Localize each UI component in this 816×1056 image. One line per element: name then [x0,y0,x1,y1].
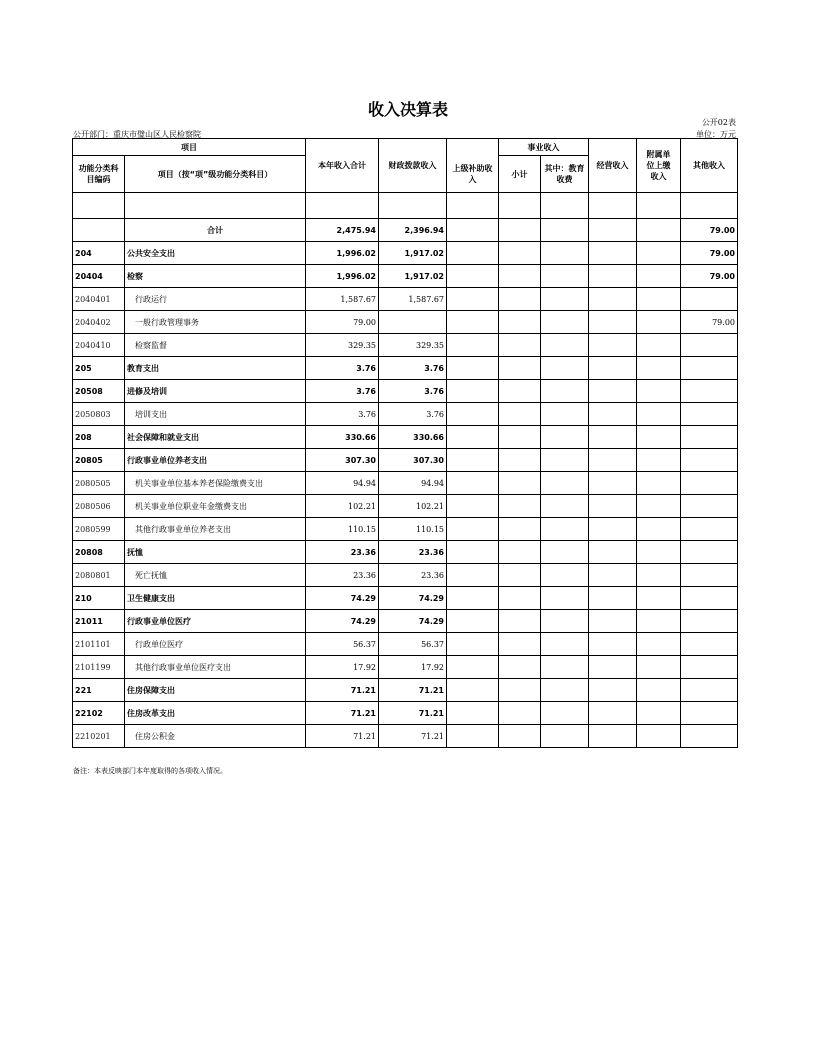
affiliated-cell [637,587,681,610]
total-cell: 17.92 [306,656,379,679]
code-cell: 205 [73,357,125,380]
operating-cell [589,541,637,564]
name-cell: 抚恤 [125,541,306,564]
name-cell: 其他行政事业单位医疗支出 [125,656,306,679]
total-cell: 329.35 [306,334,379,357]
code-cell: 221 [73,679,125,702]
affiliated-cell [637,311,681,334]
total-cell: 3.76 [306,380,379,403]
table-row [73,449,738,472]
fiscal-cell: 1,917.02 [379,265,447,288]
header-fiscal: 财政拨款收入 [379,139,447,193]
code-cell: 20808 [73,541,125,564]
operating-cell [589,242,637,265]
operating-cell [589,518,637,541]
fiscal-cell: 17.92 [379,656,447,679]
business-edu-cell [541,702,589,725]
name-cell: 住房保障支出 [125,679,306,702]
operating-cell [589,587,637,610]
name-cell: 进修及培训 [125,380,306,403]
affiliated-cell [637,633,681,656]
superior-cell [447,518,499,541]
superior-cell [447,288,499,311]
business-subtotal-cell [499,242,541,265]
business-subtotal-cell [499,219,541,242]
superior-cell [447,610,499,633]
operating-cell [589,564,637,587]
fiscal-cell: 3.76 [379,403,447,426]
code-cell: 2040410 [73,334,125,357]
table-row [73,679,738,702]
operating-cell [589,633,637,656]
code-cell: 2101199 [73,656,125,679]
business-edu-cell [541,472,589,495]
fiscal-cell: 74.29 [379,587,447,610]
superior-cell [447,242,499,265]
business-subtotal-cell [499,472,541,495]
fiscal-cell: 74.29 [379,610,447,633]
total-cell: 74.29 [306,587,379,610]
business-edu-cell [541,380,589,403]
other-cell [681,403,738,426]
total-cell: 71.21 [306,702,379,725]
operating-cell [589,426,637,449]
affiliated-cell [637,426,681,449]
operating-cell [589,495,637,518]
total-cell: 330.66 [306,426,379,449]
total-cell: 1,996.02 [306,265,379,288]
operating-cell [589,380,637,403]
fiscal-cell: 3.76 [379,357,447,380]
other-cell [681,472,738,495]
affiliated-cell [637,518,681,541]
business-edu-cell [541,564,589,587]
business-subtotal-cell [499,380,541,403]
superior-cell [447,587,499,610]
superior-cell [447,564,499,587]
business-subtotal-cell [499,311,541,334]
business-subtotal-cell [499,426,541,449]
business-subtotal-cell [499,564,541,587]
other-cell [681,587,738,610]
business-subtotal-cell [499,403,541,426]
fiscal-cell: 56.37 [379,633,447,656]
code-cell: 2040402 [73,311,125,334]
table-row [73,725,738,748]
total-cell: 71.21 [306,725,379,748]
business-subtotal-cell [499,449,541,472]
affiliated-cell [637,472,681,495]
business-edu-cell [541,265,589,288]
code-cell: 2210201 [73,725,125,748]
business-edu-cell [541,541,589,564]
code-cell: 208 [73,426,125,449]
business-subtotal-cell [499,679,541,702]
header-business-edu: 其中：教育收费 [541,156,589,193]
other-cell [681,725,738,748]
other-cell [681,610,738,633]
affiliated-cell [637,541,681,564]
total-cell: 3.76 [306,357,379,380]
business-edu-cell [541,587,589,610]
footnote: 备注：本表反映部门本年度取得的各项收入情况。 [73,767,227,775]
business-subtotal-cell [499,288,541,311]
operating-cell [589,725,637,748]
table-row [73,380,738,403]
operating-cell [589,679,637,702]
code-cell: 210 [73,587,125,610]
fiscal-cell: 1,587.67 [379,288,447,311]
name-cell: 行政运行 [125,288,306,311]
operating-cell [589,472,637,495]
fiscal-cell [379,311,447,334]
other-cell [681,518,738,541]
business-edu-cell [541,449,589,472]
name-cell: 行政事业单位医疗 [125,610,306,633]
business-subtotal-cell [499,265,541,288]
operating-cell [589,357,637,380]
business-edu-cell [541,357,589,380]
code-cell: 22102 [73,702,125,725]
table-row [73,403,738,426]
other-cell [681,564,738,587]
affiliated-cell [637,288,681,311]
business-edu-cell [541,495,589,518]
header-other: 其他收入 [681,139,738,193]
business-edu-cell [541,334,589,357]
name-cell: 机关事业单位基本养老保险缴费支出 [125,472,306,495]
superior-cell [447,725,499,748]
table-row [73,472,738,495]
total-cell: 23.36 [306,564,379,587]
affiliated-cell [637,219,681,242]
table-row [73,633,738,656]
business-edu-cell [541,656,589,679]
fiscal-cell: 2,396.94 [379,219,447,242]
affiliated-cell [637,564,681,587]
business-edu-cell [541,518,589,541]
table-row [73,288,738,311]
name-cell: 教育支出 [125,357,306,380]
name-cell: 行政事业单位养老支出 [125,449,306,472]
operating-cell [589,219,637,242]
code-cell: 20508 [73,380,125,403]
code-cell: 2050803 [73,403,125,426]
superior-cell [447,265,499,288]
total-cell: 71.21 [306,679,379,702]
affiliated-cell [637,357,681,380]
business-edu-cell [541,725,589,748]
other-cell: 79.00 [681,265,738,288]
total-cell: 74.29 [306,610,379,633]
code-cell: 2101101 [73,633,125,656]
affiliated-cell [637,610,681,633]
name-cell: 住房公积金 [125,725,306,748]
header-business: 事业收入 [499,139,589,156]
header-affiliated: 附属单位上缴收入 [637,139,681,193]
other-cell [681,541,738,564]
operating-cell [589,265,637,288]
name-cell: 公共安全支出 [125,242,306,265]
affiliated-cell [637,403,681,426]
table-row [73,426,738,449]
name-cell: 机关事业单位职业年金缴费支出 [125,495,306,518]
name-cell: 检察监督 [125,334,306,357]
code-cell: 2040401 [73,288,125,311]
total-cell: 307.30 [306,449,379,472]
business-subtotal-cell [499,656,541,679]
business-subtotal-cell [499,633,541,656]
affiliated-cell [637,334,681,357]
name-cell: 一般行政管理事务 [125,311,306,334]
affiliated-cell [637,265,681,288]
business-edu-cell [541,679,589,702]
table-row [73,564,738,587]
table-row [73,610,738,633]
other-cell [681,702,738,725]
code-cell: 2080505 [73,472,125,495]
fiscal-cell: 110.15 [379,518,447,541]
other-cell [681,334,738,357]
other-cell: 79.00 [681,311,738,334]
table-row [73,495,738,518]
affiliated-cell [637,449,681,472]
name-cell: 合计 [125,219,306,242]
header-gap-row [73,193,738,219]
superior-cell [447,334,499,357]
table-row [73,265,738,288]
affiliated-cell [637,380,681,403]
other-cell [681,426,738,449]
business-edu-cell [541,288,589,311]
table-row [73,219,738,242]
name-cell: 住房改革支出 [125,702,306,725]
superior-cell [447,472,499,495]
fiscal-cell: 71.21 [379,679,447,702]
other-cell [681,495,738,518]
form-code: 公开02表 [701,118,736,127]
superior-cell [447,426,499,449]
unit-label: 单位：万元 [696,130,736,139]
fiscal-cell: 23.36 [379,541,447,564]
affiliated-cell [637,702,681,725]
affiliated-cell [637,495,681,518]
code-cell [73,219,125,242]
other-cell [681,679,738,702]
name-cell: 培训支出 [125,403,306,426]
business-subtotal-cell [499,587,541,610]
superior-cell [447,679,499,702]
superior-cell [447,656,499,679]
total-cell: 2,475.94 [306,219,379,242]
name-cell: 行政单位医疗 [125,633,306,656]
name-cell: 社会保障和就业支出 [125,426,306,449]
superior-cell [447,403,499,426]
business-edu-cell [541,311,589,334]
header-item: 项目 [73,139,306,156]
total-cell: 94.94 [306,472,379,495]
operating-cell [589,288,637,311]
table-row [73,518,738,541]
income-table [72,138,738,748]
table-row [73,242,738,265]
other-cell [681,380,738,403]
total-cell: 1,587.67 [306,288,379,311]
superior-cell [447,449,499,472]
superior-cell [447,633,499,656]
fiscal-cell: 3.76 [379,380,447,403]
business-subtotal-cell [499,357,541,380]
fiscal-cell: 94.94 [379,472,447,495]
business-subtotal-cell [499,495,541,518]
name-cell: 死亡抚恤 [125,564,306,587]
business-edu-cell [541,403,589,426]
business-subtotal-cell [499,725,541,748]
table-row [73,541,738,564]
business-edu-cell [541,219,589,242]
business-subtotal-cell [499,702,541,725]
operating-cell [589,403,637,426]
superior-cell [447,541,499,564]
affiliated-cell [637,725,681,748]
business-subtotal-cell [499,541,541,564]
other-cell: 79.00 [681,242,738,265]
name-cell: 卫生健康支出 [125,587,306,610]
code-cell: 20404 [73,265,125,288]
total-cell: 79.00 [306,311,379,334]
operating-cell [589,610,637,633]
operating-cell [589,449,637,472]
total-cell: 56.37 [306,633,379,656]
code-cell: 2080506 [73,495,125,518]
business-subtotal-cell [499,334,541,357]
code-cell: 2080599 [73,518,125,541]
superior-cell [447,219,499,242]
code-cell: 21011 [73,610,125,633]
other-cell [681,357,738,380]
table-row [73,702,738,725]
name-cell: 其他行政事业单位养老支出 [125,518,306,541]
table-row [73,334,738,357]
superior-cell [447,495,499,518]
other-cell [681,288,738,311]
business-subtotal-cell [499,518,541,541]
superior-cell [447,311,499,334]
name-cell: 检察 [125,265,306,288]
total-cell: 102.21 [306,495,379,518]
affiliated-cell [637,242,681,265]
fiscal-cell: 329.35 [379,334,447,357]
header-superior: 上级补助收入 [447,139,499,193]
superior-cell [447,357,499,380]
table-row [73,311,738,334]
other-cell [681,656,738,679]
header-code: 功能分类科目编码 [73,156,125,193]
table-row [73,587,738,610]
department-label: 公开部门：重庆市璧山区人民检察院 [73,130,201,139]
header-business-subtotal: 小计 [499,156,541,193]
fiscal-cell: 330.66 [379,426,447,449]
code-cell: 204 [73,242,125,265]
code-cell: 2080801 [73,564,125,587]
business-subtotal-cell [499,610,541,633]
code-cell: 20805 [73,449,125,472]
total-cell: 1,996.02 [306,242,379,265]
total-cell: 23.36 [306,541,379,564]
header-total: 本年收入合计 [306,139,379,193]
affiliated-cell [637,679,681,702]
header-name: 项目（按“项”级功能分类科目） [125,156,306,193]
header-operating: 经营收入 [589,139,637,193]
table-row [73,357,738,380]
table-row [73,656,738,679]
superior-cell [447,380,499,403]
fiscal-cell: 71.21 [379,725,447,748]
operating-cell [589,311,637,334]
business-edu-cell [541,426,589,449]
fiscal-cell: 102.21 [379,495,447,518]
other-cell [681,633,738,656]
fiscal-cell: 1,917.02 [379,242,447,265]
fiscal-cell: 23.36 [379,564,447,587]
operating-cell [589,702,637,725]
total-cell: 110.15 [306,518,379,541]
fiscal-cell: 71.21 [379,702,447,725]
page-title: 收入决算表 [367,100,448,119]
other-cell [681,449,738,472]
total-cell: 3.76 [306,403,379,426]
other-cell: 79.00 [681,219,738,242]
affiliated-cell [637,656,681,679]
business-edu-cell [541,242,589,265]
business-edu-cell [541,610,589,633]
operating-cell [589,656,637,679]
business-edu-cell [541,633,589,656]
superior-cell [447,702,499,725]
fiscal-cell: 307.30 [379,449,447,472]
operating-cell [589,334,637,357]
